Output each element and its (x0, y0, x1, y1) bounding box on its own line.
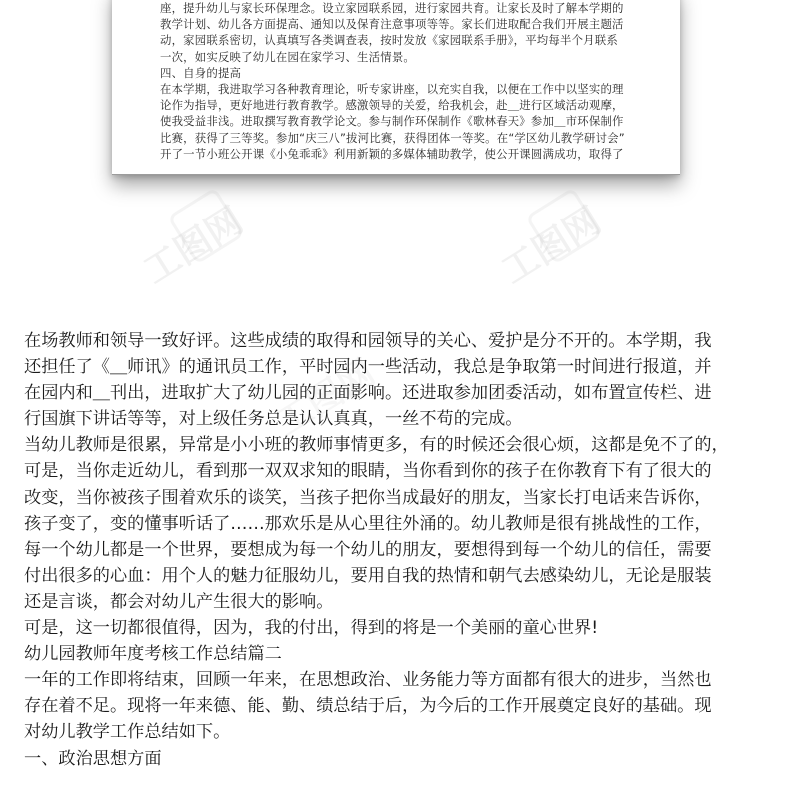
doc-line: 论作为指导，更好地进行教育教学。感激领导的关爱，给我机会，赴＿进行区域活动观摩， (160, 98, 624, 113)
body-line: 行国旗下讲话等等，对上级任务总是认认真真，一丝不苟的完成。 (24, 409, 523, 430)
doc-line: 教学计划、幼儿各方面提高、通知以及保育注意事项等等。家长们进取配合我们开展主题活 (160, 17, 624, 32)
body-line: 每一个幼儿都是一个世界，要想成为每一个幼儿的朋友，要想得到每一个幼儿的信任，需要 (24, 539, 712, 560)
watermark-stamp-icon (525, 187, 602, 264)
watermark-stamp-icon (167, 187, 244, 264)
watermark: 工图网 (136, 200, 251, 293)
document-preview-card (112, 0, 680, 175)
body-line: 当幼儿教师是很累，异常是小小班的教师事情更多，有的时候还会很心烦，这都是免不了的， (24, 435, 729, 456)
doc-line: 在本学期，我进取学习各种教育理论，听专家讲座，以充实自我，以便在工作中以坚实的理 (160, 82, 624, 97)
body-line: 对幼儿教学工作总结如下。 (24, 722, 231, 743)
doc-line: 动，家园联系密切，认真填写各类调查表，按时发放《家园联系手册》，平均每半个月联系 (160, 33, 618, 48)
document-body (24, 328, 784, 772)
watermark: 工图网 (494, 200, 609, 293)
doc-section-heading: 四、自身的提高 (160, 65, 242, 80)
body-line: 付出很多的心血：用个人的魅力征服幼儿，要用自我的热情和朝气去感染幼儿，无论是服装 (24, 565, 712, 586)
body-line: 可是，当你走近幼儿，看到那一双双求知的眼睛，当你看到你的孩子在你教育下有了很大的 (24, 461, 712, 482)
watermark: 工图网 (268, 352, 383, 445)
doc-line: 座，提升幼儿与家长环保理念。设立家园联系园，进行家园共育。让家长及时了解本学期的 (160, 1, 624, 15)
doc-line: 使我受益非浅。进取撰写教育教学论文。参与制作环保制作《歌林春天》参加＿市环保制作 (160, 114, 624, 129)
section-title: 幼儿园教师年度考核工作总结篇二 (24, 644, 282, 665)
subsection-heading: 一、政治思想方面 (24, 748, 162, 769)
body-line: 可是，这一切都很值得，因为，我的付出，得到的将是一个美丽的童心世界! (24, 618, 599, 639)
body-line: 还是言谈，都会对幼儿产生很大的影响。 (24, 591, 334, 612)
body-line: 还担任了《＿师讯》的通讯员工作，平时园内一些活动，我总是争取第一时间进行报道，并 (24, 357, 712, 378)
body-line: 在园内和＿刊出，进取扩大了幼儿园的正面影响。还进取参加团委活动，如布置宣传栏、进 (24, 383, 712, 404)
document-preview-text (112, 0, 680, 162)
doc-line: 开了一节小班公开课《小兔乖乖》利用新颖的多媒体辅助教学，使公开课圆满成功，取得了 (160, 146, 624, 161)
body-line: 改变，当你被孩子围着欢乐的谈笑，当孩子把你当成最好的朋友，当家长打电话来告诉你， (24, 487, 712, 508)
body-line: 孩子变了，变的懂事听话了……那欢乐是从心里往外涌的。幼儿教师是很有挑战性的工作， (24, 513, 712, 534)
body-line: 存在着不足。现将一年来德、能、勤、绩总结于后，为今后的工作开展奠定良好的基础。现 (24, 696, 712, 717)
body-line: 一年的工作即将结束，回顾一年来，在思想政治、业务能力等方面都有很大的进步，当然也 (24, 670, 712, 691)
doc-line: 比赛，获得了三等奖。参加“庆三八”拔河比赛，获得团体一等奖。在“学区幼儿教学研讨会” (160, 130, 625, 145)
body-line: 在场教师和领导一致好评。这些成绩的取得和园领导的关心、爱护是分不开的。本学期，我 (24, 331, 712, 351)
doc-line: 一次，如实反映了幼儿在园在家学习、生活情景。 (160, 49, 415, 64)
